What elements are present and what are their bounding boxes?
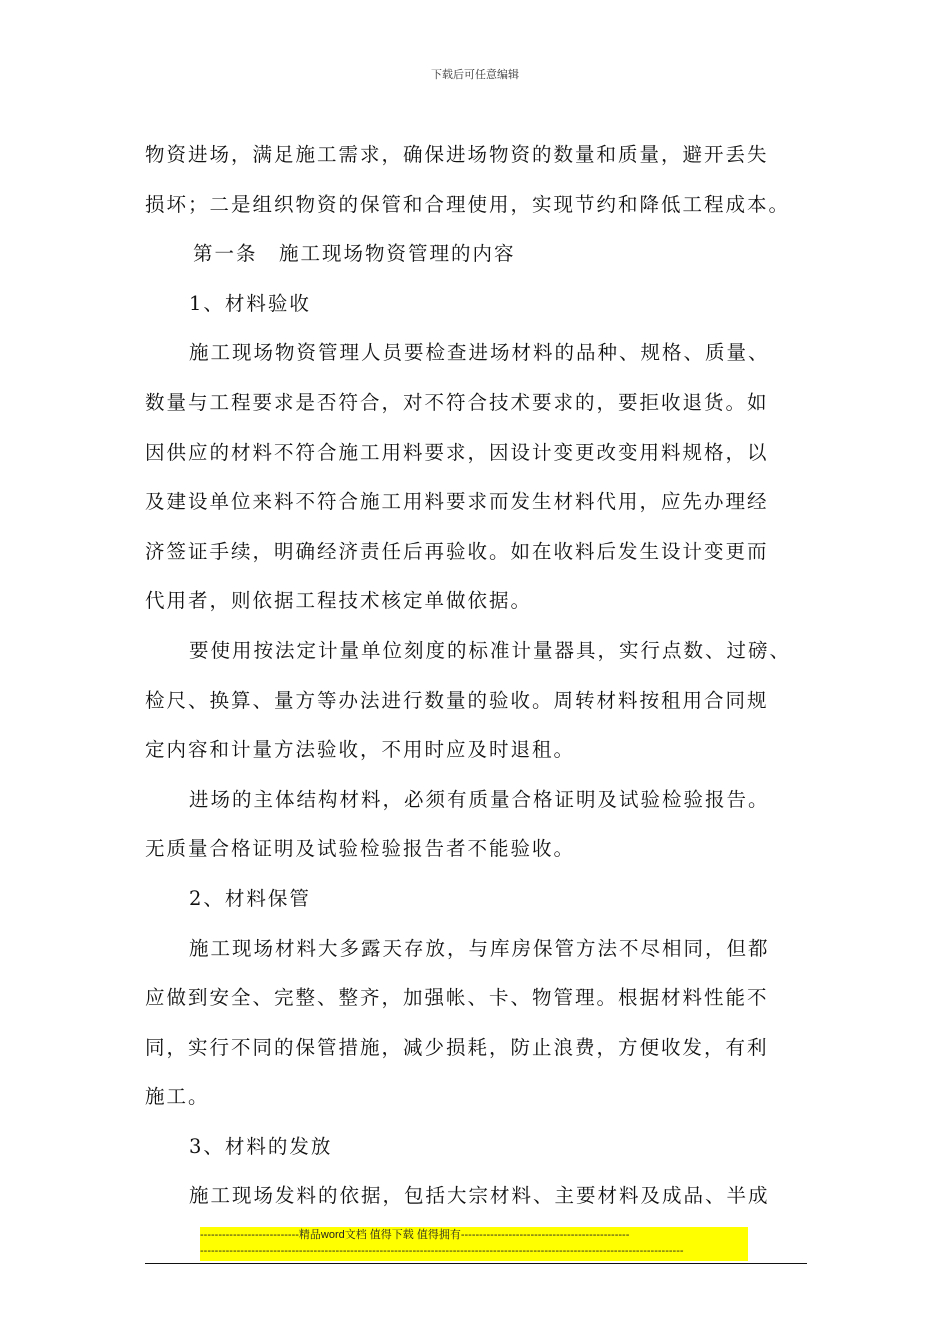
- text-line: 代用者，则依据工程技术核定单做依据。: [145, 589, 533, 613]
- footer-divider: [145, 1263, 807, 1264]
- text-line: 济签证手续，明确经济责任后再验收。如在收料后发生设计变更而: [145, 539, 769, 563]
- subsection-heading: 3、材料的发放: [189, 1134, 333, 1158]
- paragraph-start: 施工现场物资管理人员要检查进场材料的品种、规格、质量、: [189, 341, 770, 365]
- text-line: 施工。: [145, 1085, 210, 1109]
- text-line: 及建设单位来料不符合施工用料要求而发生材料代用，应先办理经: [145, 490, 769, 514]
- text-line: 定内容和计量方法验收，不用时应及时退租。: [145, 738, 576, 762]
- paragraph-start: 施工现场发料的依据，包括大宗材料、主要材料及成品、半成: [189, 1184, 770, 1208]
- subsection-heading: 2、材料保管: [189, 886, 311, 910]
- text-line: 损坏；二是组织物资的保管和合理使用，实现节约和降低工程成本。: [145, 192, 791, 216]
- paragraph-start: 施工现场材料大多露天存放，与库房保管方法不尽相同，但都: [189, 936, 770, 960]
- text-line: 无质量合格证明及试验检验报告者不能验收。: [145, 837, 576, 861]
- text-line: 物资进场，满足施工需求，确保进场物资的数量和质量，避开丢失: [145, 143, 769, 166]
- text-line: 同，实行不同的保管措施，减少损耗，防止浪费，方便收发，有利: [145, 1035, 769, 1059]
- footer-banner-line: ------------------------------------------------------------------------------------------------------------------------------------: [200, 1245, 684, 1257]
- footer-banner-line: ---------------------------精品word文档 值得下载 值得拥有----------------------------------------------: [200, 1229, 630, 1241]
- text-line: 应做到安全、完整、整齐，加强帐、卡、物管理。根据材料性能不: [145, 986, 769, 1010]
- section-heading: 第一条 施工现场物资管理的内容: [193, 242, 516, 266]
- text-line: 检尺、换算、量方等办法进行数量的验收。周转材料按租用合同规: [145, 688, 769, 712]
- text-line: 数量与工程要求是否符合，对不符合技术要求的，要拒收退货。如: [145, 390, 769, 414]
- page-header-note: 下载后可任意编辑: [431, 68, 519, 81]
- document-body: [145, 130, 810, 1221]
- footer-banner: [200, 1227, 748, 1261]
- subsection-heading: 1、材料验收: [189, 291, 311, 315]
- paragraph-start: 进场的主体结构材料，必须有质量合格证明及试验检验报告。: [189, 787, 770, 811]
- paragraph-start: 要使用按法定计量单位刻度的标准计量器具，实行点数、过磅、: [189, 638, 792, 662]
- text-line: 因供应的材料不符合施工用料要求，因设计变更改变用料规格，以: [145, 440, 769, 464]
